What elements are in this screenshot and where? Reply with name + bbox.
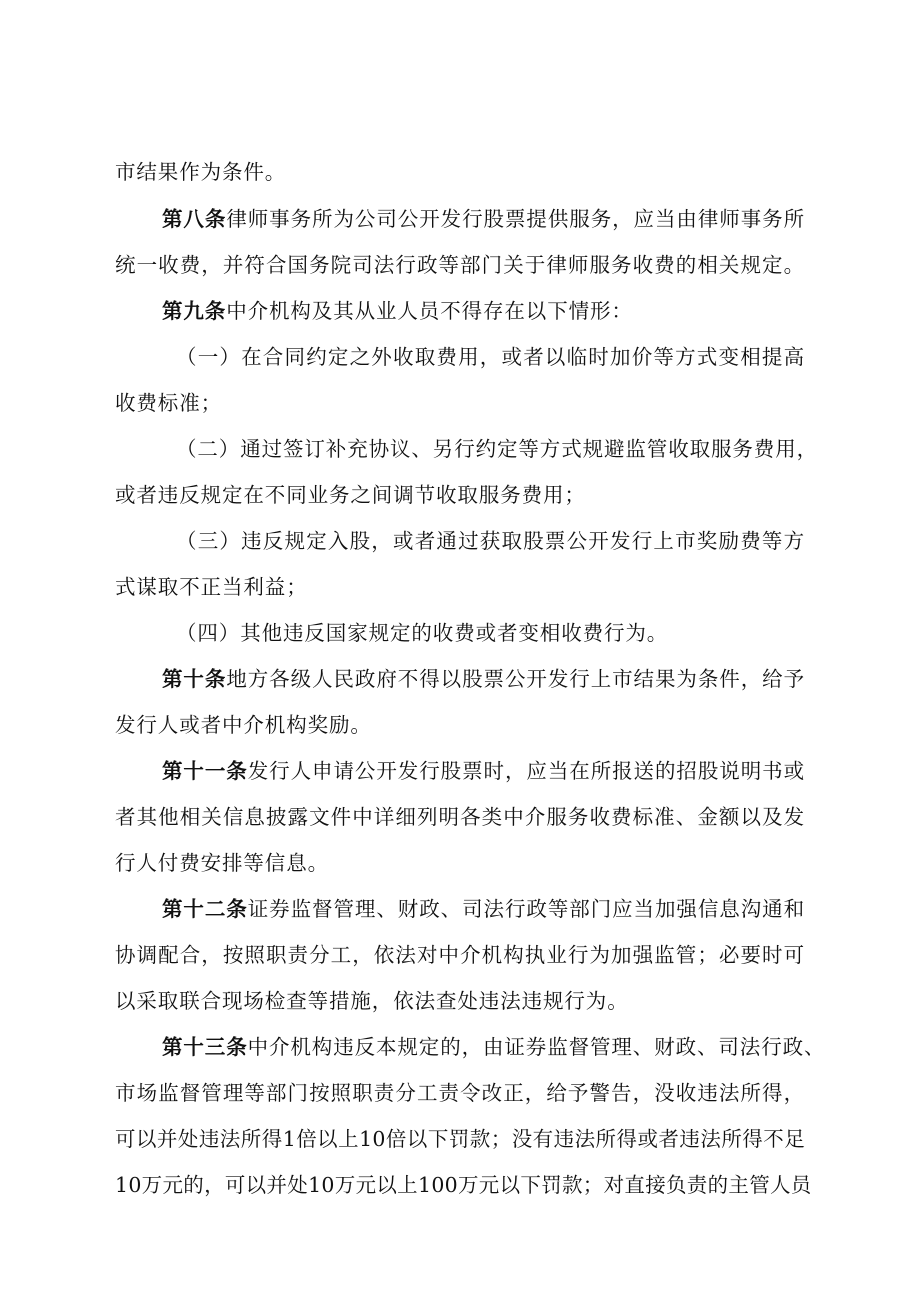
article-13-line-1: 第十三条中介机构违反本规定的，由证券监督管理、财政、司法行政、 (162, 1035, 826, 1059)
paragraph-line: 收费标准； (115, 391, 222, 415)
article-10-line-1: 第十条地方各级人民政府不得以股票公开发行上市结果为条件，给予 (162, 667, 805, 691)
paragraph-line: 者其他相关信息披露文件中详细列明各类中介服务收费标准、金额以及发 (115, 805, 805, 829)
paragraph-line: 协调配合，按照职责分工，依法对中介机构执业行为加强监管；必要时可 (115, 943, 805, 967)
paragraph-line: 式谋取不正当利益； (115, 575, 308, 599)
paragraph-line: 发行人或者中介机构奖励。 (115, 713, 372, 737)
item-3-line-1: （三）违反规定入股，或者通过获取股票公开发行上市奖励费等方 (176, 529, 805, 553)
paragraph-line: 可以并处违法所得1倍以上10倍以下罚款；没有违法所得或者违法所得不足 (115, 1127, 805, 1151)
article-heading: 第十条 (162, 667, 227, 691)
item-1-line-1: （一）在合同约定之外收取费用，或者以临时加价等方式变相提高 (176, 345, 805, 369)
article-11-line-1: 第十一条发行人申请公开发行股票时，应当在所报送的招股说明书或 (162, 759, 805, 783)
article-12-line-1: 第十二条证券监督管理、财政、司法行政等部门应当加强信息沟通和 (162, 897, 805, 921)
article-9-line-1: 第九条中介机构及其从业人员不得存在以下情形： (162, 299, 633, 323)
item-2-line-1: （二）通过签订补充协议、另行约定等方式规避监管收取服务费用， (176, 437, 818, 461)
paragraph-line: 统一收费，并符合国务院司法行政等部门关于律师服务收费的相关规定。 (115, 253, 805, 277)
article-heading: 第八条 (162, 207, 227, 231)
paragraph-line: 市结果作为条件。 (115, 160, 287, 184)
paragraph-line: 市场监督管理等部门按照职责分工责令改正，给予警告，没收违法所得， (115, 1081, 805, 1105)
paragraph-line: 或者违反规定在不同业务之间调节收取服务费用； (115, 483, 586, 507)
paragraph-line: 行人付费安排等信息。 (115, 851, 329, 875)
article-8-line-1: 第八条律师事务所为公司公开发行股票提供服务，应当由律师事务所 (162, 207, 805, 231)
article-heading: 第十一条 (162, 759, 248, 783)
item-4-line-1: （四）其他违反国家规定的收费或者变相收费行为。 (176, 621, 669, 645)
paragraph-line: 以采取联合现场检查等措施，依法查处违法违规行为。 (115, 989, 629, 1013)
article-heading: 第十二条 (162, 897, 248, 921)
article-heading: 第九条 (162, 299, 227, 323)
article-heading: 第十三条 (162, 1035, 248, 1059)
paragraph-line: 10万元的，可以并处10万元以上100万元以下罚款；对直接负责的主管人员 (115, 1173, 812, 1197)
